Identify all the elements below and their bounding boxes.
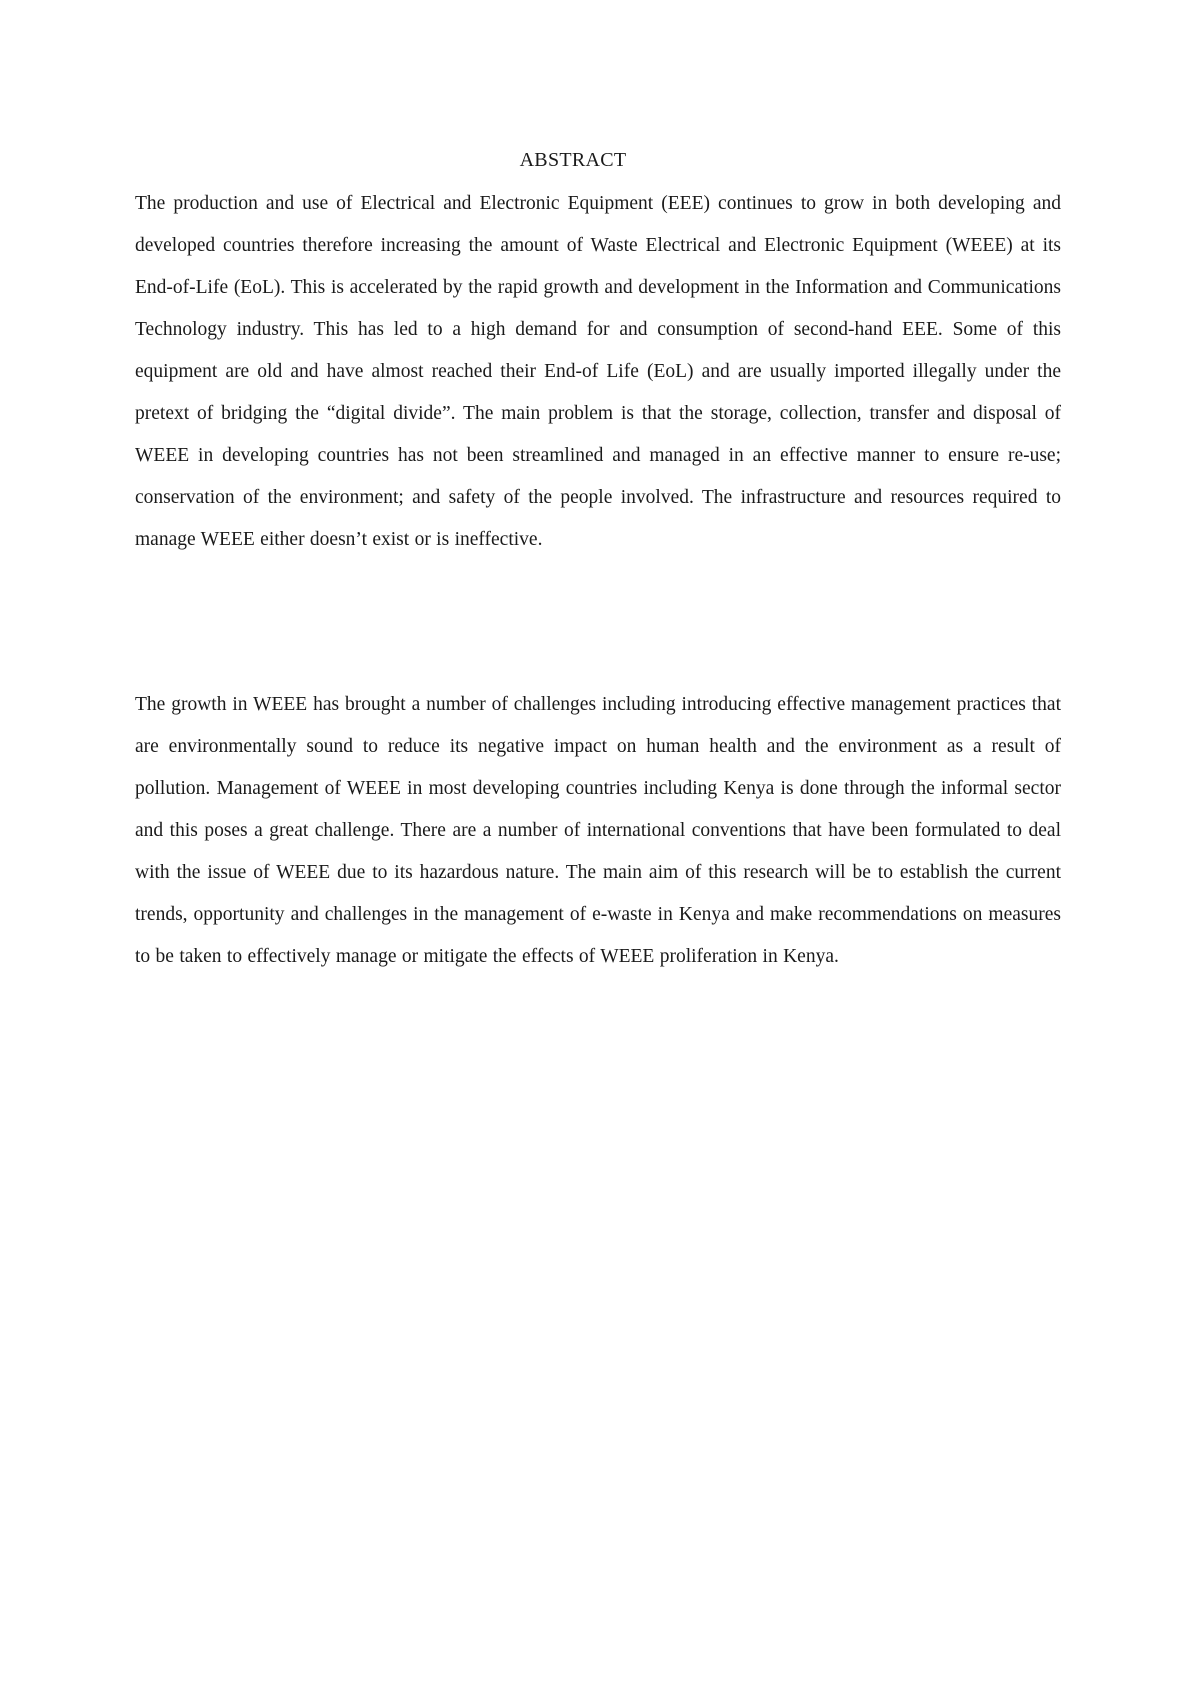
abstract-paragraph-2: The growth in WEEE has brought a number of challenges including introducing effective management practices that are environmentally sound to reduce its negative impact on human health and the environment as a result of pollution. Management of WEEE in most developing countries including Kenya is done through the informal sector and this poses a great challenge. There are a number of international conventions that have been formulated to deal with the issue of WEEE due to its hazardous nature. The main aim of this research will be to establish the current trends, opportunity and challenges in the management of e-waste in Kenya and make recommendations on measures to be taken to effectively manage or mitigate the effects of WEEE proliferation in Kenya.	[135, 694, 1061, 967]
abstract-paragraph-1: The production and use of Electrical and Electronic Equipment (EEE) continues to grow in both developing and developed countries therefore increasing the amount of Waste Electrical and Electronic Equipment (WEEE) at its End-of-Life (EoL). This is accelerated by the rapid growth and development in the Information and Communications Technology industry. This has led to a high demand for and consumption of second-hand EEE. Some of this equipment are old and have almost reached their End-of Life (EoL) and are usually imported illegally under the pretext of bridging the “digital divide”. The main problem is that the storage, collection, transfer and disposal of WEEE in developing countries has not been streamlined and managed in an effective manner to ensure re-use; conservation of the environment; and safety of the people involved. The infrastructure and resources required to manage WEEE either doesn’t exist or is ineffective.	[135, 193, 1061, 550]
abstract-heading: ABSTRACT	[519, 149, 627, 171]
